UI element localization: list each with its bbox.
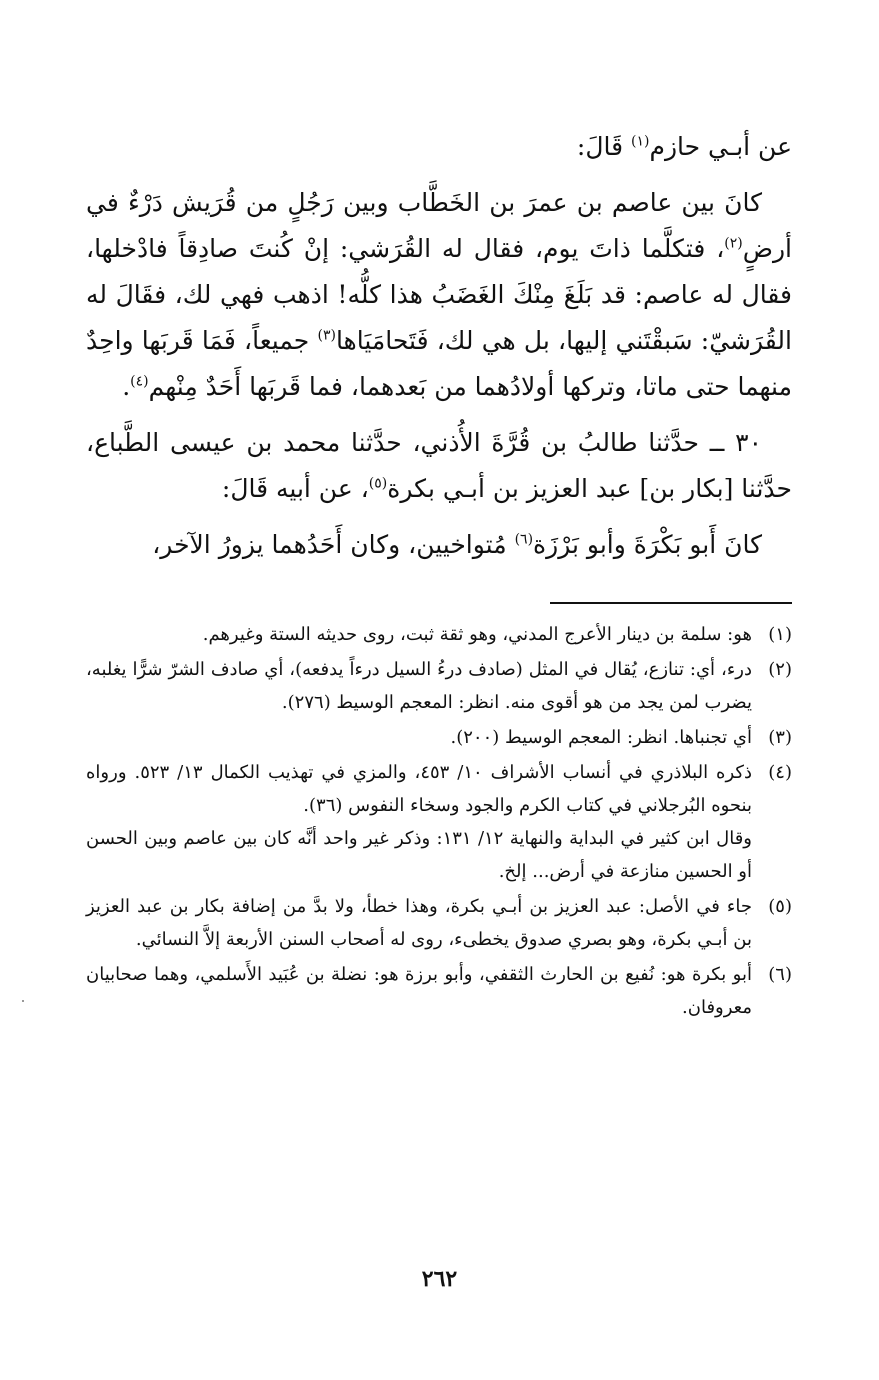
footnote-text: هو: سلمة بن دينار الأعرج المدني، وهو ثقة ثبت، روى حديثه الستة وغيرهم. (202, 624, 752, 645)
margin-speck (22, 1000, 24, 1002)
footnote-ref-1[interactable]: (١) (631, 133, 650, 150)
hadith-30-paragraph (86, 420, 792, 512)
intro-text: عن أبـي حازم (649, 132, 792, 161)
footnote-body (86, 958, 752, 1024)
footnote-text: درء، أي: تنازع، يُقال في المثل (صادف درءُ السيل درءاً يدفعه)، أي صادف الشرّ شرًّا يغلبه، يضرب لمن يجد من هو أقوى منه. انظر: المعجم الوسيط (٢٧٦). (86, 659, 752, 713)
narration-1-end: . (122, 372, 131, 401)
footnote-body (86, 618, 752, 651)
narration-1-part-a: كانَ بين عاصم بن عمرَ بن الخَطَّاب وبين رَجُلٍ من قُرَيش دَرْءٌ في أرضٍ (86, 188, 792, 263)
footnote-text: أبو بكرة هو: نُفيع بن الحارث الثقفي، وأبو برزة هو: نضلة بن عُبَيد الأَسلمي، وهما صحابيان معروفان. (86, 964, 752, 1018)
footnote-2 (86, 653, 792, 719)
narration-paragraph-2 (86, 522, 792, 568)
footnote-separator (550, 602, 792, 604)
footnote-5 (86, 890, 792, 956)
intro-end-text: قَالَ: (576, 132, 631, 161)
footnotes (86, 618, 792, 1024)
footnote-text: أي تجنباها. انظر: المعجم الوسيط (٢٠٠). (450, 727, 752, 748)
footnote-text: جاء في الأصل: عبد العزيز بن أبـي بكرة، وهذا خطأ، ولا بدَّ من إضافة بكار بن عبد العزيز بن أبـي بكرة، وهو بصري صدوق يخطىء، روى له أصحاب السنن الأربعة إلاَّ النسائي. (86, 896, 752, 950)
footnote-text: وقال ابن كثير في البداية والنهاية ١٢/ ١٣١: وذكر غير واحد أنَّه كان بين عاصم وبين الحسن أو الحسين منازعة في أرض... إلخ. (86, 828, 752, 882)
page-number: ٢٦٢ (421, 1266, 458, 1292)
footnote-3 (86, 721, 792, 754)
footnote-ref-4[interactable]: (٤) (130, 373, 149, 390)
isnad-line (86, 124, 792, 170)
hadith-30-part-b: ، عن أبيه قَالَ: (221, 474, 369, 503)
footnote-ref-3[interactable]: (٣) (317, 327, 336, 344)
footnote-ref-2[interactable]: (٢) (724, 235, 743, 252)
footnote-1 (86, 618, 792, 651)
footnote-number: (٥) (768, 896, 792, 917)
page-body (86, 124, 792, 1026)
footnote-text: ذكره البلاذري في أنساب الأشراف ١٠/ ٤٥٣، والمزي في تهذيب الكمال ١٣/ ٥٢٣. ورواه بنحوه البُرجلاني في كتاب الكرم والجود وسخاء النفوس (٣٦). (86, 762, 753, 816)
narration-paragraph-1 (86, 180, 792, 410)
main-text (86, 124, 792, 568)
footnote-ref-5[interactable]: (٥) (368, 475, 388, 492)
footnote-4 (86, 756, 792, 888)
footnote-number: (١) (768, 624, 792, 645)
footnote-number: (٢) (768, 659, 792, 680)
footnote-body (86, 721, 752, 754)
footnote-number: (٦) (768, 964, 792, 985)
footnote-6 (86, 958, 792, 1024)
narration-1-part-b: ، فتكلَّما ذاتَ يوم، فقال له القُرَشي: إنْ كُنتَ صادِقاً فادْخلها، فقال له عاصم: قد بَلَغَ مِنْكَ الغَضَبُ هذا كلُّه! اذهب فهي لك، فقَالَ له القُرَشيّ: سَبقْتَني إليها، بل هي لك، فَتَحامَيَاها (86, 234, 792, 355)
footnote-body (86, 653, 752, 719)
footnote-number: (٤) (768, 762, 792, 783)
footnote-body (86, 890, 752, 956)
hadith-30-part-a: ٣٠ ــ حدَّثنا طالبُ بن قُرَّةَ الأُذني، حدَّثنا محمد بن عيسى الطَّباع، حدَّثنا [بكار بن] عبد العزيز بن أبـي بكرة (86, 428, 792, 503)
narration-2-part-a: كانَ أَبو بَكْرَةَ وأبو بَرْزَة (533, 530, 762, 559)
narration-2-part-b: مُتواخيين، وكان أَحَدُهما يزورُ الآخر، (152, 530, 515, 559)
narration-1-part-c: جميعاً، فَمَا قَربَها واحِدٌ منهما حتى ماتا، وتركها أولادُهما من بَعدهما، فما قَربَها أَحَدٌ مِنْهم (86, 326, 792, 401)
footnote-ref-6[interactable]: (٦) (514, 531, 534, 548)
footnote-body (86, 756, 752, 888)
footnote-number: (٣) (768, 727, 792, 748)
